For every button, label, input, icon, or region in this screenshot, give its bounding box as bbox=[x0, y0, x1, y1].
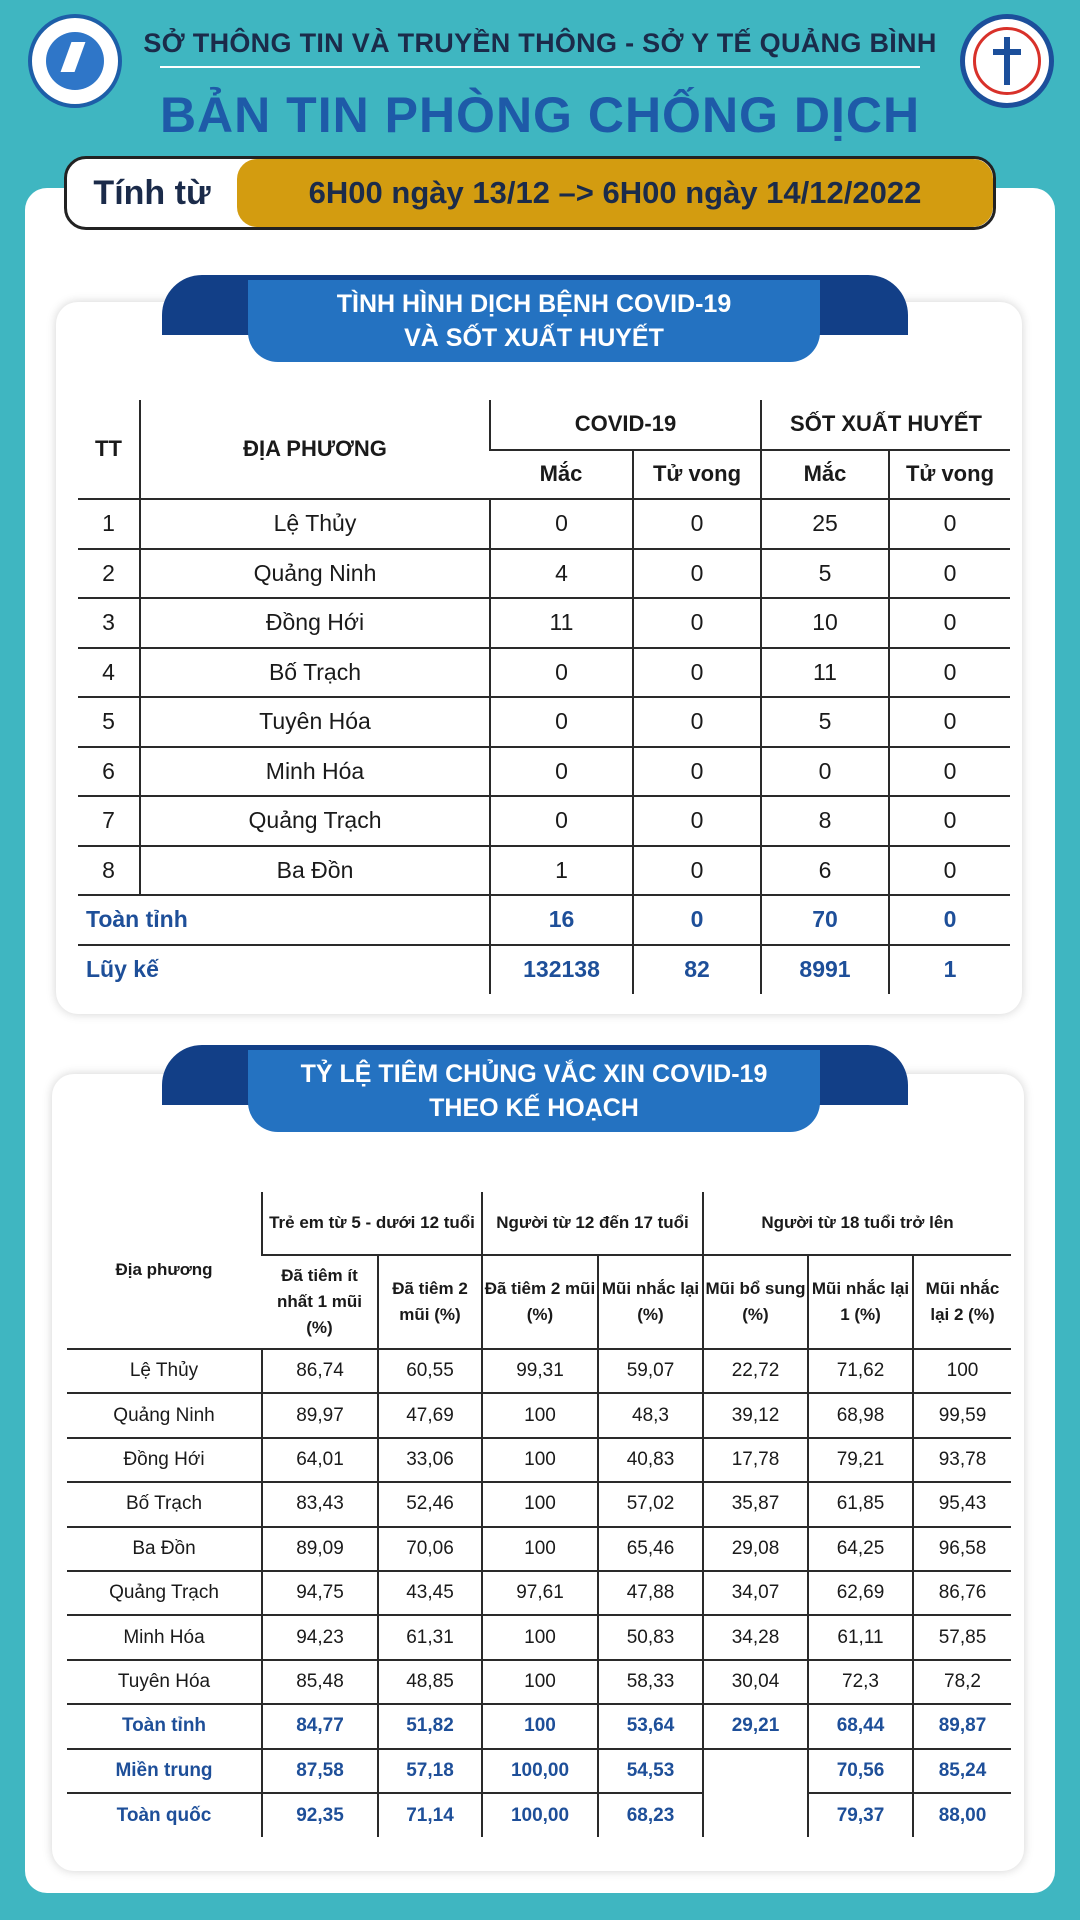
header bbox=[0, 0, 1080, 150]
row-covid-deaths: 0 bbox=[633, 549, 761, 599]
vax-header-col4: Mũi nhắc lại (%) bbox=[598, 1255, 703, 1349]
vax-value-col5: 35,87 bbox=[703, 1482, 808, 1526]
vax-value-col6: 79,37 bbox=[808, 1793, 913, 1837]
health-department-logo bbox=[960, 14, 1054, 108]
vaccination-row bbox=[67, 1438, 1011, 1482]
page-title: BẢN TIN PHÒNG CHỐNG DỊCH bbox=[159, 87, 921, 143]
row-covid-deaths: 0 bbox=[633, 747, 761, 797]
row-covid-cases: 0 bbox=[490, 796, 633, 846]
vax-header-col5: Mũi bổ sung (%) bbox=[703, 1255, 808, 1349]
vax-value-col4: 68,23 bbox=[598, 1793, 703, 1837]
vax-value-col1: 94,23 bbox=[262, 1615, 378, 1659]
vax-header-col6: Mũi nhắc lại 1 (%) bbox=[808, 1255, 913, 1349]
vax-value-col2: 57,18 bbox=[378, 1749, 482, 1793]
province-total-label: Toàn tỉnh bbox=[78, 895, 490, 945]
row-covid-cases: 0 bbox=[490, 648, 633, 698]
vax-value-col1: 89,09 bbox=[262, 1527, 378, 1571]
row-index: 8 bbox=[78, 846, 140, 896]
vax-row-locality: Miền trung bbox=[67, 1749, 262, 1793]
vax-header-col7: Mũi nhắc lại 2 (%) bbox=[913, 1255, 1011, 1349]
vaccination-row bbox=[67, 1482, 1011, 1526]
row-index: 4 bbox=[78, 648, 140, 698]
vax-value-col1: 89,97 bbox=[262, 1393, 378, 1437]
vax-value-col3: 99,31 bbox=[482, 1349, 598, 1393]
vax-value-col1: 87,58 bbox=[262, 1749, 378, 1793]
cumulative-label: Lũy kế bbox=[86, 956, 159, 983]
vax-value-col4: 57,02 bbox=[598, 1482, 703, 1526]
vax-value-col5: 22,72 bbox=[703, 1349, 808, 1393]
vax-header-adults: Người từ 18 tuổi trở lên bbox=[703, 1192, 1011, 1255]
row-covid-deaths: 0 bbox=[633, 598, 761, 648]
vax-row-locality: Bố Trạch bbox=[67, 1482, 262, 1526]
row-locality: Tuyên Hóa bbox=[140, 697, 490, 747]
row-locality: Quảng Trạch bbox=[140, 796, 490, 846]
vax-value-col3: 100,00 bbox=[482, 1793, 598, 1837]
vax-row-locality: Quảng Ninh bbox=[67, 1393, 262, 1437]
vax-value-col4: 54,53 bbox=[598, 1749, 703, 1793]
date-range-value: 6H00 ngày 13/12 –> 6H00 ngày 14/12/2022 bbox=[237, 159, 993, 227]
vaccination-total-row bbox=[67, 1749, 1011, 1793]
vax-value-col3: 97,61 bbox=[482, 1571, 598, 1615]
vax-row-locality: Lệ Thủy bbox=[67, 1349, 262, 1393]
vax-value-col2: 71,14 bbox=[378, 1793, 482, 1837]
vax-row-locality: Đồng Hới bbox=[67, 1438, 262, 1482]
row-covid-deaths: 0 bbox=[633, 648, 761, 698]
row-dengue-deaths: 0 bbox=[889, 747, 1010, 797]
vax-value-col2: 61,31 bbox=[378, 1615, 482, 1659]
epidemic-row bbox=[78, 796, 1010, 846]
vax-value-col1: 83,43 bbox=[262, 1482, 378, 1526]
row-index: 5 bbox=[78, 697, 140, 747]
vax-row-locality: Toàn tỉnh bbox=[67, 1704, 262, 1748]
epidemic-row bbox=[78, 846, 1010, 896]
vax-value-col2: 52,46 bbox=[378, 1482, 482, 1526]
row-locality: Ba Đồn bbox=[140, 846, 490, 896]
cumulative-covid-cases: 132138 bbox=[490, 945, 633, 995]
row-covid-cases: 1 bbox=[490, 846, 633, 896]
row-dengue-deaths: 0 bbox=[889, 549, 1010, 599]
province-total-covid-cases: 16 bbox=[490, 895, 633, 945]
vax-value-col4: 53,64 bbox=[598, 1704, 703, 1748]
vax-value-col1: 92,35 bbox=[262, 1793, 378, 1837]
row-dengue-cases: 0 bbox=[761, 747, 889, 797]
province-total-covid-deaths: 0 bbox=[633, 895, 761, 945]
vaccination-total-row bbox=[67, 1704, 1011, 1748]
vax-value-col3: 100 bbox=[482, 1660, 598, 1704]
epidemic-row bbox=[78, 598, 1010, 648]
vax-value-col4: 65,46 bbox=[598, 1527, 703, 1571]
vax-value-col5: 17,78 bbox=[703, 1438, 808, 1482]
row-locality: Đồng Hới bbox=[140, 598, 490, 648]
vax-value-col2: 43,45 bbox=[378, 1571, 482, 1615]
vax-value-col6: 79,21 bbox=[808, 1438, 913, 1482]
vax-row-locality: Toàn quốc bbox=[116, 1804, 212, 1826]
vax-value-col2: 33,06 bbox=[378, 1438, 482, 1482]
cumulative-dengue-cases: 8991 bbox=[761, 945, 889, 995]
epidemic-row bbox=[78, 549, 1010, 599]
cumulative-covid-deaths: 82 bbox=[633, 945, 761, 995]
vax-value-col6: 70,56 bbox=[808, 1749, 913, 1793]
header-covid-deaths: Tử vong bbox=[633, 450, 761, 500]
epidemic-table bbox=[78, 400, 1010, 994]
row-dengue-deaths: 0 bbox=[889, 697, 1010, 747]
vaccination-section-title bbox=[248, 1050, 820, 1132]
vax-value-col6: 68,98 bbox=[808, 1393, 913, 1437]
vaccination-title-line1: TỶ LỆ TIÊM CHỦNG VẮC XIN COVID-19 bbox=[300, 1060, 768, 1088]
vax-value-col4: 59,07 bbox=[598, 1349, 703, 1393]
row-covid-cases: 11 bbox=[490, 598, 633, 648]
organization-line: SỞ THÔNG TIN VÀ TRUYỀN THÔNG - SỞ Y TẾ QUẢNG BÌNH bbox=[143, 28, 937, 58]
row-covid-deaths: 0 bbox=[633, 499, 761, 549]
vax-value-col6: 61,85 bbox=[808, 1482, 913, 1526]
vax-value-col4: 47,88 bbox=[598, 1571, 703, 1615]
row-dengue-deaths: 0 bbox=[889, 598, 1010, 648]
vax-header-children: Trẻ em từ 5 - dưới 12 tuổi bbox=[262, 1192, 482, 1255]
vax-header-locality: Địa phương bbox=[67, 1192, 262, 1349]
row-covid-deaths: 0 bbox=[633, 846, 761, 896]
vax-value-col7: 100 bbox=[913, 1349, 1011, 1393]
row-dengue-cases: 5 bbox=[761, 697, 889, 747]
vax-row-locality: Minh Hóa bbox=[67, 1615, 262, 1659]
header-dengue-cases: Mắc bbox=[761, 450, 889, 500]
vax-value-col7: 57,85 bbox=[913, 1615, 1011, 1659]
row-index: 3 bbox=[78, 598, 140, 648]
vax-value-col1: 64,01 bbox=[262, 1438, 378, 1482]
header-locality: ĐỊA PHƯƠNG bbox=[140, 400, 490, 499]
vax-value-col2: 51,82 bbox=[378, 1704, 482, 1748]
row-locality: Quảng Ninh bbox=[140, 549, 490, 599]
vax-row-locality: Quảng Trạch bbox=[67, 1571, 262, 1615]
vax-value-col5: 34,28 bbox=[703, 1615, 808, 1659]
date-range-bar bbox=[64, 156, 996, 230]
row-dengue-deaths: 0 bbox=[889, 796, 1010, 846]
vax-value-col7: 78,2 bbox=[913, 1660, 1011, 1704]
vax-value-col3: 100 bbox=[482, 1438, 598, 1482]
vaccination-row bbox=[67, 1615, 1011, 1659]
vax-value-col2: 70,06 bbox=[378, 1527, 482, 1571]
vax-value-col5: 29,08 bbox=[703, 1527, 808, 1571]
row-dengue-cases: 25 bbox=[761, 499, 889, 549]
row-locality: Minh Hóa bbox=[140, 747, 490, 797]
province-total-dengue-deaths: 0 bbox=[889, 895, 1010, 945]
vax-value-col7: 93,78 bbox=[913, 1438, 1011, 1482]
vax-value-col3: 100 bbox=[482, 1482, 598, 1526]
vax-row-locality: Ba Đồn bbox=[67, 1527, 262, 1571]
vaccination-title-line2: THEO KẾ HOẠCH bbox=[429, 1094, 639, 1122]
header-divider bbox=[160, 66, 920, 68]
vax-header-col2: Đã tiêm 2 mũi (%) bbox=[378, 1255, 482, 1349]
vax-value-col6: 68,44 bbox=[808, 1704, 913, 1748]
vax-value-col4: 40,83 bbox=[598, 1438, 703, 1482]
row-dengue-cases: 5 bbox=[761, 549, 889, 599]
vax-value-col7: 88,00 bbox=[913, 1793, 1011, 1837]
header-tt: TT bbox=[78, 400, 140, 499]
vax-value-col7: 85,24 bbox=[913, 1749, 1011, 1793]
vax-value-col6: 61,11 bbox=[808, 1615, 913, 1659]
row-index: 1 bbox=[78, 499, 140, 549]
vax-value-col2: 47,69 bbox=[378, 1393, 482, 1437]
vaccination-row bbox=[67, 1527, 1011, 1571]
vax-value-col1: 86,74 bbox=[262, 1349, 378, 1393]
epidemic-title-line2: VÀ SỐT XUẤT HUYẾT bbox=[404, 324, 664, 352]
vax-value-col7: 86,76 bbox=[913, 1571, 1011, 1615]
vaccination-total-row bbox=[67, 1793, 1011, 1837]
vax-value-col2: 48,85 bbox=[378, 1660, 482, 1704]
row-dengue-deaths: 0 bbox=[889, 499, 1010, 549]
vax-value-col7: 89,87 bbox=[913, 1704, 1011, 1748]
row-dengue-deaths: 0 bbox=[889, 648, 1010, 698]
vaccination-row bbox=[67, 1571, 1011, 1615]
vax-value-col4: 50,83 bbox=[598, 1615, 703, 1659]
row-dengue-cases: 10 bbox=[761, 598, 889, 648]
vax-value-col1: 84,77 bbox=[262, 1704, 378, 1748]
row-locality: Lệ Thủy bbox=[140, 499, 490, 549]
vax-value-col7: 95,43 bbox=[913, 1482, 1011, 1526]
vax-value-col3: 100,00 bbox=[482, 1749, 598, 1793]
vax-value-col7: 96,58 bbox=[913, 1527, 1011, 1571]
vax-value-col3: 100 bbox=[482, 1393, 598, 1437]
vax-value-col5: 30,04 bbox=[703, 1660, 808, 1704]
row-dengue-cases: 11 bbox=[761, 648, 889, 698]
vax-value-col1: 85,48 bbox=[262, 1660, 378, 1704]
row-dengue-deaths: 0 bbox=[889, 846, 1010, 896]
vax-value-col6: 72,3 bbox=[808, 1660, 913, 1704]
row-covid-cases: 0 bbox=[490, 499, 633, 549]
vax-value-col3: 100 bbox=[482, 1527, 598, 1571]
cumulative-dengue-deaths: 1 bbox=[889, 945, 1010, 995]
vax-value-col5: 39,12 bbox=[703, 1393, 808, 1437]
vax-header-col3: Đã tiêm 2 mũi (%) bbox=[482, 1255, 598, 1349]
row-dengue-cases: 8 bbox=[761, 796, 889, 846]
vax-row-locality: Tuyên Hóa bbox=[67, 1660, 262, 1704]
row-dengue-cases: 6 bbox=[761, 846, 889, 896]
row-index: 6 bbox=[78, 747, 140, 797]
header-covid: COVID-19 bbox=[490, 400, 761, 450]
vax-value-col1: 94,75 bbox=[262, 1571, 378, 1615]
row-covid-deaths: 0 bbox=[633, 697, 761, 747]
row-covid-cases: 4 bbox=[490, 549, 633, 599]
row-index: 7 bbox=[78, 796, 140, 846]
epidemic-row bbox=[78, 499, 1010, 549]
vax-header-teens: Người từ 12 đến 17 tuổi bbox=[482, 1192, 703, 1255]
vaccination-row bbox=[67, 1349, 1011, 1393]
header-covid-cases: Mắc bbox=[490, 450, 633, 500]
row-covid-cases: 0 bbox=[490, 697, 633, 747]
epidemic-title-line1: TÌNH HÌNH DỊCH BỆNH COVID-19 bbox=[336, 290, 732, 318]
header-dengue: SỐT XUẤT HUYẾT bbox=[761, 400, 1010, 450]
epidemic-row bbox=[78, 747, 1010, 797]
province-total-dengue-cases: 70 bbox=[761, 895, 889, 945]
vax-header-col1: Đã tiêm ít nhất 1 mũi (%) bbox=[262, 1255, 378, 1349]
vax-value-col7: 99,59 bbox=[913, 1393, 1011, 1437]
epidemic-section-title bbox=[248, 280, 820, 362]
vaccination-row bbox=[67, 1660, 1011, 1704]
vax-value-col4: 58,33 bbox=[598, 1660, 703, 1704]
vaccination-row bbox=[67, 1393, 1011, 1437]
header-dengue-deaths: Tử vong bbox=[889, 450, 1010, 500]
vax-value-col2: 60,55 bbox=[378, 1349, 482, 1393]
vax-value-col4: 48,3 bbox=[598, 1393, 703, 1437]
vax-value-col6: 71,62 bbox=[808, 1349, 913, 1393]
row-index: 2 bbox=[78, 549, 140, 599]
epidemic-row bbox=[78, 648, 1010, 698]
vax-value-col3: 100 bbox=[482, 1615, 598, 1659]
vax-value-col6: 64,25 bbox=[808, 1527, 913, 1571]
vax-value-col5: 29,21 bbox=[703, 1704, 808, 1748]
row-covid-cases: 0 bbox=[490, 747, 633, 797]
row-covid-deaths: 0 bbox=[633, 796, 761, 846]
vax-value-col3: 100 bbox=[482, 1704, 598, 1748]
row-locality: Bố Trạch bbox=[140, 648, 490, 698]
vax-value-col6: 62,69 bbox=[808, 1571, 913, 1615]
vax-empty-cell bbox=[703, 1749, 808, 1838]
date-range-label: Tính từ bbox=[93, 173, 211, 212]
vaccination-table bbox=[67, 1192, 1011, 1837]
vax-value-col5: 34,07 bbox=[703, 1571, 808, 1615]
epidemic-row bbox=[78, 697, 1010, 747]
